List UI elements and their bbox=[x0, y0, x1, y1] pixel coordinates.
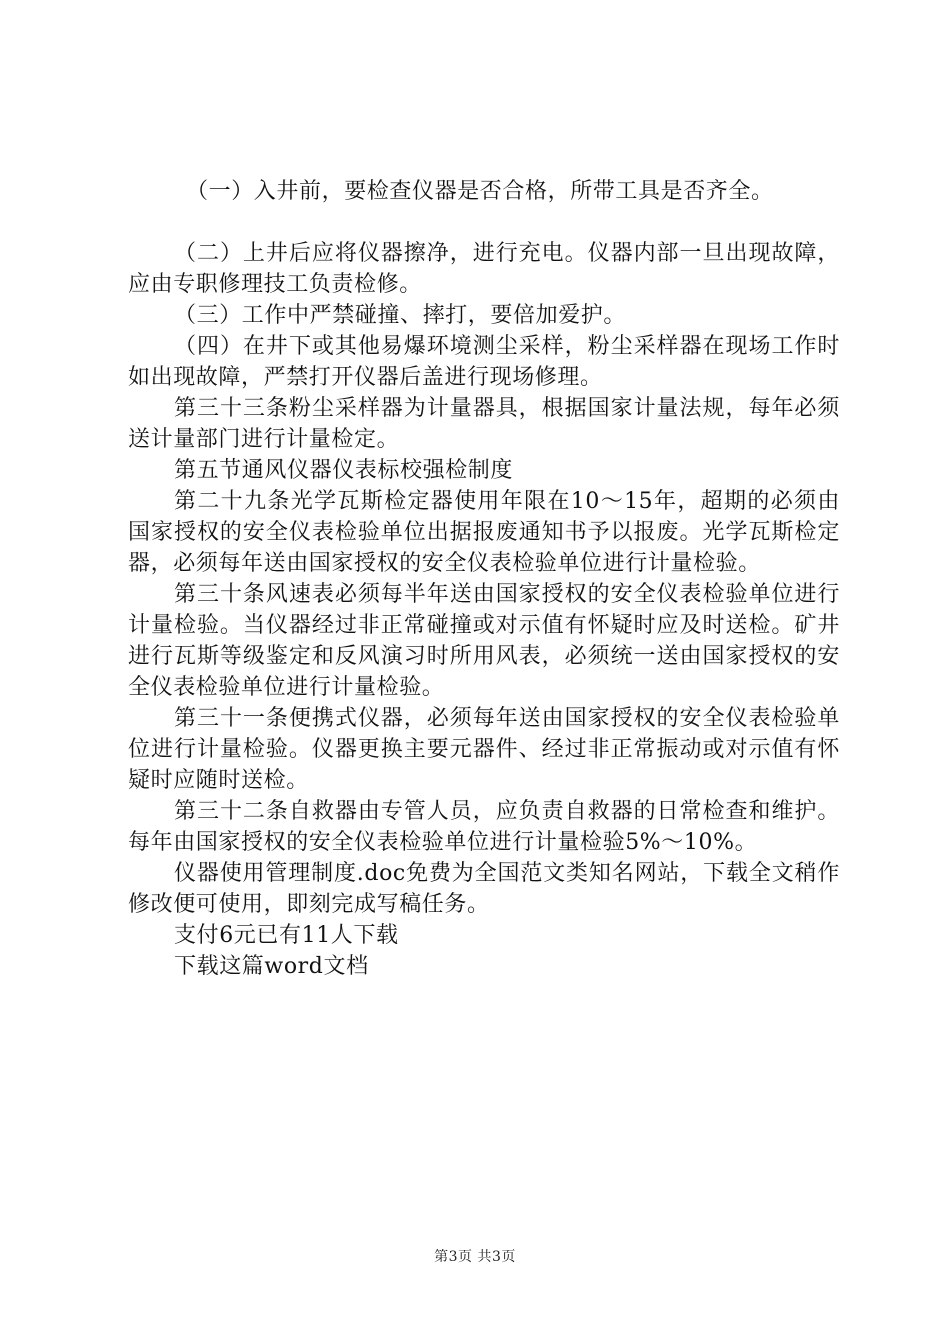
paragraph-article-33: 第三十三条粉尘采样器为计量器具，根据国家计量法规，每年必须送计量部门进行计量检定。 bbox=[128, 396, 840, 452]
document-body bbox=[128, 238, 840, 982]
download-link[interactable]: 下载这篇word文档 bbox=[174, 954, 369, 979]
paragraph-article-29: 第二十九条光学瓦斯检定器使用年限在10～15年，超期的必须由国家授权的安全仪表检验单位出据报废通知书予以报废。光学瓦斯检定器，必须每年送由国家授权的安全仪表检验单位进行计量检验。 bbox=[128, 489, 840, 576]
paragraph-repair-ban: （四）在井下或其他易爆环境测尘采样，粉尘采样器在现场工作时如出现故障，严禁打开仪器后盖进行现场修理。 bbox=[128, 334, 840, 390]
paragraph-charging: （二）上井后应将仪器擦净，进行充电。仪器内部一旦出现故障，应由专职修理技工负责检修。 bbox=[128, 241, 840, 297]
paragraph-article-30: 第三十条风速表必须每半年送由国家授权的安全仪表检验单位进行计量检验。当仪器经过非正常碰撞或对示值有怀疑时应及时送检。矿井进行瓦斯等级鉴定和反风演习时所用风表，必须统一送由国家授权的安全仪表检验单位进行计量检验。 bbox=[128, 582, 840, 700]
paragraph-handling: （三）工作中严禁碰撞、摔打，要倍加爱护。 bbox=[174, 303, 627, 328]
paragraph-article-32: 第三十二条自救器由专管人员，应负责自救器的日常检查和维护。每年由国家授权的安全仪表检验单位进行计量检验5%～10%。 bbox=[128, 799, 840, 855]
payment-info: 支付6元已有11人下载 bbox=[174, 923, 399, 948]
section-heading: 第五节通风仪器仪表标校强检制度 bbox=[174, 458, 514, 483]
promo-text: 仪器使用管理制度.doc免费为全国范文类知名网站，下载全文稍作修改便可使用，即刻完成写稿任务。 bbox=[128, 861, 840, 917]
page-number-footer: 第3页 共3页 bbox=[434, 1249, 516, 1265]
paragraph-article-31: 第三十一条便携式仪器，必须每年送由国家授权的安全仪表检验单位进行计量检验。仪器更换主要元器件、经过非正常振动或对示值有怀疑时应随时送检。 bbox=[128, 706, 840, 793]
paragraph-check-before-entry: （一）入井前，要检查仪器是否合格，所带工具是否齐全。 bbox=[186, 179, 774, 204]
